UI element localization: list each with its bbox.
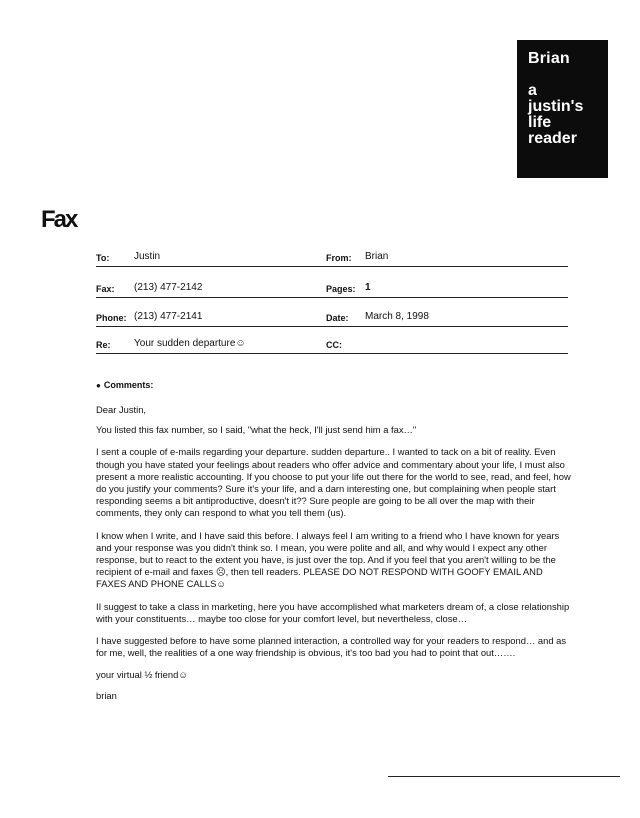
letter-paragraph: II suggest to take a class in marketing, here you have accomplished what marketers dream of, a close relationship with your constituents… maybe too close for your comfort level, but nevertheless, close… [96,600,570,624]
brand-tagline-line: reader [528,130,577,147]
comments-heading-text: Comments: [103,380,154,390]
pages-label: Pages: [326,284,356,294]
comments-heading [96,380,153,390]
letter-body [96,404,572,712]
brand-tagline-line: justin's [528,98,584,115]
signature-line [388,776,620,777]
greeting: Dear Justin, [96,404,147,415]
letter-paragraph: I have suggested before to have some planned interaction, a controlled way for your readers to respond… and as for me, well, the realities of a one way friendship is obvious, it's too bad you had to point that out……. [96,635,567,659]
cc-label: CC: [326,340,342,350]
from-label: From: [326,253,352,263]
letter-paragraph: I sent a couple of e-mails regarding your departure. sudden departure.. I wanted to tack on a bit of reality. Even though you have stated your feelings about readers who offer advice and commentary about your life, I must also present a more realistic accounting. If you choose to put your life out there for the world to see, read, and feel, how do you justify your comments? Sure it's your life, and a darn interesting one, but complaining when people start responding seems a bit antiproductive, doesn't it?? Sure people are going to be all over the map with their comments, they only can respond to what you tell them (us). [96,446,571,519]
brand-name: Brian [528,50,570,67]
brand-tagline-line: life [528,114,552,131]
from-value: Brian [365,251,389,262]
pages-value: 1 [365,282,371,293]
re-label: Re: [96,340,111,350]
date-label: Date: [326,313,349,323]
header-row-fax-pages [96,279,568,298]
letter-paragraph: I know when I write, and I have said this before. I always feel I am writing to a friend who I have known for years and your response was you didn't think so. I mean, you were polite and all, and why would I expect any other response, but to react to the extent you have, is just over the top. And if you feel that you aren't willing to be the recipient of e-mail and faxes ☹, then tell readers. PLEASE DO NOT RESPOND WITH GOOFY EMAIL AND FAXES AND PHONE CALLS☺ [96,529,560,590]
header-row-to-from [96,248,568,267]
fax-label: Fax: [96,284,115,294]
re-value: Your sudden departure☺ [134,338,246,349]
fax-title: Fax [41,206,77,233]
brand-tagline [528,83,583,147]
bullet-icon: ● [96,381,101,390]
closing: your virtual ½ friend☺ [96,669,188,681]
to-value: Justin [134,251,161,262]
header-row-re-cc [96,335,568,354]
phone-label: Phone: [96,313,127,323]
header-row-phone-date [96,308,568,327]
phone-number: (213) 477-2141 [134,311,203,322]
date-value: March 8, 1998 [365,311,429,322]
brand-box [517,40,608,178]
signature: brian [96,689,117,701]
to-label: To: [96,253,110,263]
letter-paragraph: You listed this fax number, so I said, "what the heck, I'll just send him a fax…" [96,424,417,436]
brand-tagline-line: a [528,82,537,99]
fax-number: (213) 477-2142 [134,282,203,293]
